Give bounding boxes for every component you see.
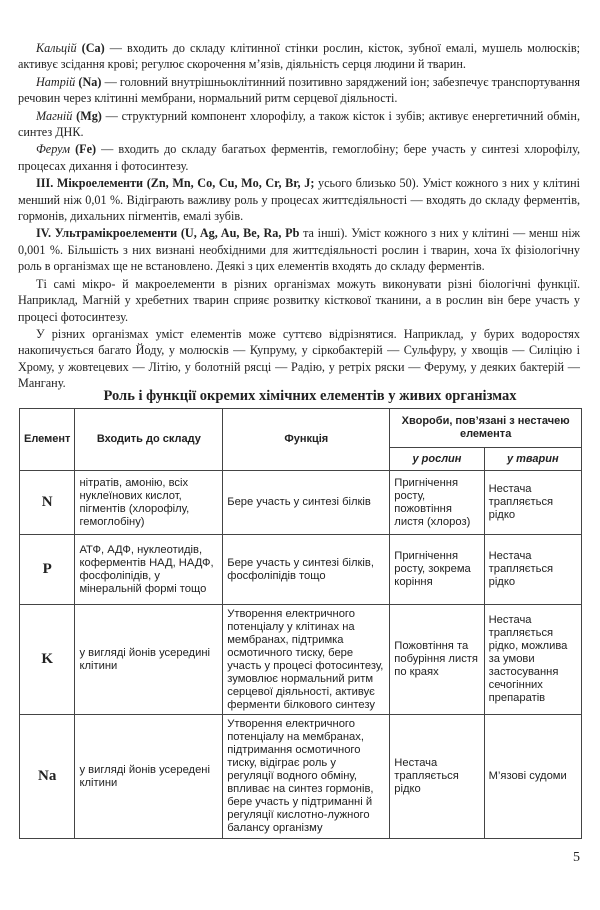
cell-element: K xyxy=(20,605,75,715)
cell-plants: Пригнічення росту, зокрема коріння xyxy=(390,535,484,605)
element-name: Натрій xyxy=(36,74,76,89)
header-element: Елемент xyxy=(20,409,75,471)
paragraph-iron xyxy=(18,141,580,174)
section-ultramicroelements xyxy=(18,225,580,274)
cell-plants: Пригнічення росту, пожовтіння листя (хлороз) xyxy=(390,471,484,535)
cell-composition: АТФ, АДФ, нуклеотидів, коферментів НАД, НАДФ, фосфоліпідів, у мінеральній формі тощо xyxy=(75,535,223,605)
cell-composition: у вигляді йонів усередені клітини xyxy=(75,715,223,839)
section-elements: (Zn, Mn, Co, Cu, Mo, Cr, Br, J; xyxy=(146,176,315,191)
header-animals: у тварин xyxy=(484,448,581,471)
elements-table xyxy=(19,408,582,839)
paragraph-text: — входить до складу багатьох ферментів, гемоглобіну; бере участь у синтезі хлорофілу, процесах дихання і фотосинтезу. xyxy=(18,142,581,173)
element-name: Магній xyxy=(36,108,73,123)
element-symbol: (Fe) xyxy=(75,142,97,157)
section-text: усього близько 50). Уміст кожного з них у клітині менший ніж 0,01 %. Відіграють важливу роль у процесах життєдіяльності — входять до складу ферментів, гормонів, дихальних пігментів, емалі зубів. xyxy=(18,176,580,224)
table-row xyxy=(20,535,582,605)
cell-element: N xyxy=(20,471,75,535)
paragraph-text: — структурний компонент хлорофілу, а також кісток і зубів; активує енергетичний обмін, синтез ДНК. xyxy=(18,108,580,140)
cell-animals: Нестача трапляється рідко xyxy=(484,535,581,605)
cell-element: Na xyxy=(20,715,75,839)
cell-animals: М’язові судоми xyxy=(484,715,581,839)
cell-function: Бере участь у синтезі білків, фосфоліпідів тощо xyxy=(223,535,390,605)
section-elements: (U, Ag, Au, Be, Ra, Pb xyxy=(180,226,300,241)
element-symbol: (Ca) xyxy=(81,41,105,55)
header-composition: Входить до складу xyxy=(75,409,223,471)
cell-composition: нітратів, амонію, всіх нуклеїнових кислот, пігментів (хлорофілу, гемоглобіну) xyxy=(75,471,223,535)
section-microelements xyxy=(18,175,580,224)
paragraph-text: — входить до складу клітинної стінки рослин, кісток, зубної емалі, мушель молюсків; активує зсідання крові; регулює скорочення м’язів, діяльність серця людини й тварин. xyxy=(18,41,580,72)
section-heading: IV. Ультрамікроелементи xyxy=(36,226,178,241)
table-row xyxy=(20,605,582,715)
paragraph-calcium xyxy=(18,40,580,73)
table-row xyxy=(20,715,582,839)
element-name: Ферум xyxy=(36,142,71,157)
section-heading: III. Мікроелементи xyxy=(36,176,144,191)
paragraph-sodium xyxy=(18,74,580,107)
page-number: 5 xyxy=(573,850,580,865)
cell-animals: Нестача трапляється рідко xyxy=(484,471,581,535)
section-text: та інші). Уміст кожного з них у клітині — менш ніж 0,001 %. Більшість з них визнані необхідними для життєдіяльності рослин і тварин, хоча їх фізіологічну роль в організмах ще не встановлено. Деякі з цих елементів входять до складу ферментів. xyxy=(18,226,581,274)
element-name: Кальцій xyxy=(36,41,77,55)
paragraph-magnesium xyxy=(18,108,580,141)
table-title: Роль і функції окремих хімічних елементів у живих організмах xyxy=(103,388,517,404)
paragraph-roles: Ті самі мікро- й макроелементи в різних організмах можуть виконувати різні біологічні функції. Наприклад, Магній у хребетних тварин сприяє розвитку кісткової тканини, а в рослин він бере участь у процесі фотосинтезу. xyxy=(18,276,580,324)
header-diseases: Хвороби, пов’язані з нестачею елемента xyxy=(390,409,582,448)
body-text xyxy=(18,40,580,393)
table-header-row xyxy=(20,409,582,448)
table-row xyxy=(20,471,582,535)
header-function: Функція xyxy=(223,409,390,471)
cell-plants: Нестача трапляється рідко xyxy=(390,715,484,839)
cell-function: Утворення електричного потенціалу на мембранах, підтримання осмотичного тиску, відіграє роль у регуляції водного обміну, впливає на синтез гормонів, бере участь у підтриманні й регуляції кислотно-лужного балансу організму xyxy=(223,715,390,839)
cell-element: P xyxy=(20,535,75,605)
cell-composition: у вигляді йонів усередині клітини xyxy=(75,605,223,715)
cell-function: Утворення електричного потенціалу у клітинах на мембранах, підтримка осмотичного тиску, бере участь у процесі фотосинтезу, зумовлює нормальний ритм серцевої діяльності, активує ферменти білкового синтезу xyxy=(223,605,390,715)
cell-plants: Пожовтіння та побуріння листя по краях xyxy=(390,605,484,715)
element-symbol: (Mg) xyxy=(76,108,102,123)
paragraph-content: У різних організмах уміст елементів може суттєво відрізнятися. Наприклад, у бурих водоростях накопичується багато Йоду, у молюсків — Купруму, у сіркобактерій — Сульфуру, у хвощів — Силіцію і Хрому, у жовтецевих — Літію, у болотній рясці — Радію, у ретріх ряски — Феруму, у деяких бактерій — Мангану. xyxy=(18,326,580,391)
cell-function: Бере участь у синтезі білків xyxy=(223,471,390,535)
paragraph-text: — головний внутрішньоклітинний позитивно заряджений іон; забезпечує транспортування речовин через клітинні мембрани, нормальний ритм серцевої діяльності. xyxy=(18,74,581,106)
header-plants: у рослин xyxy=(390,448,484,471)
cell-animals: Нестача трапляється рідко, можлива за умови застосування сечогінних препаратів xyxy=(484,605,581,715)
element-symbol: (Na) xyxy=(78,74,102,89)
